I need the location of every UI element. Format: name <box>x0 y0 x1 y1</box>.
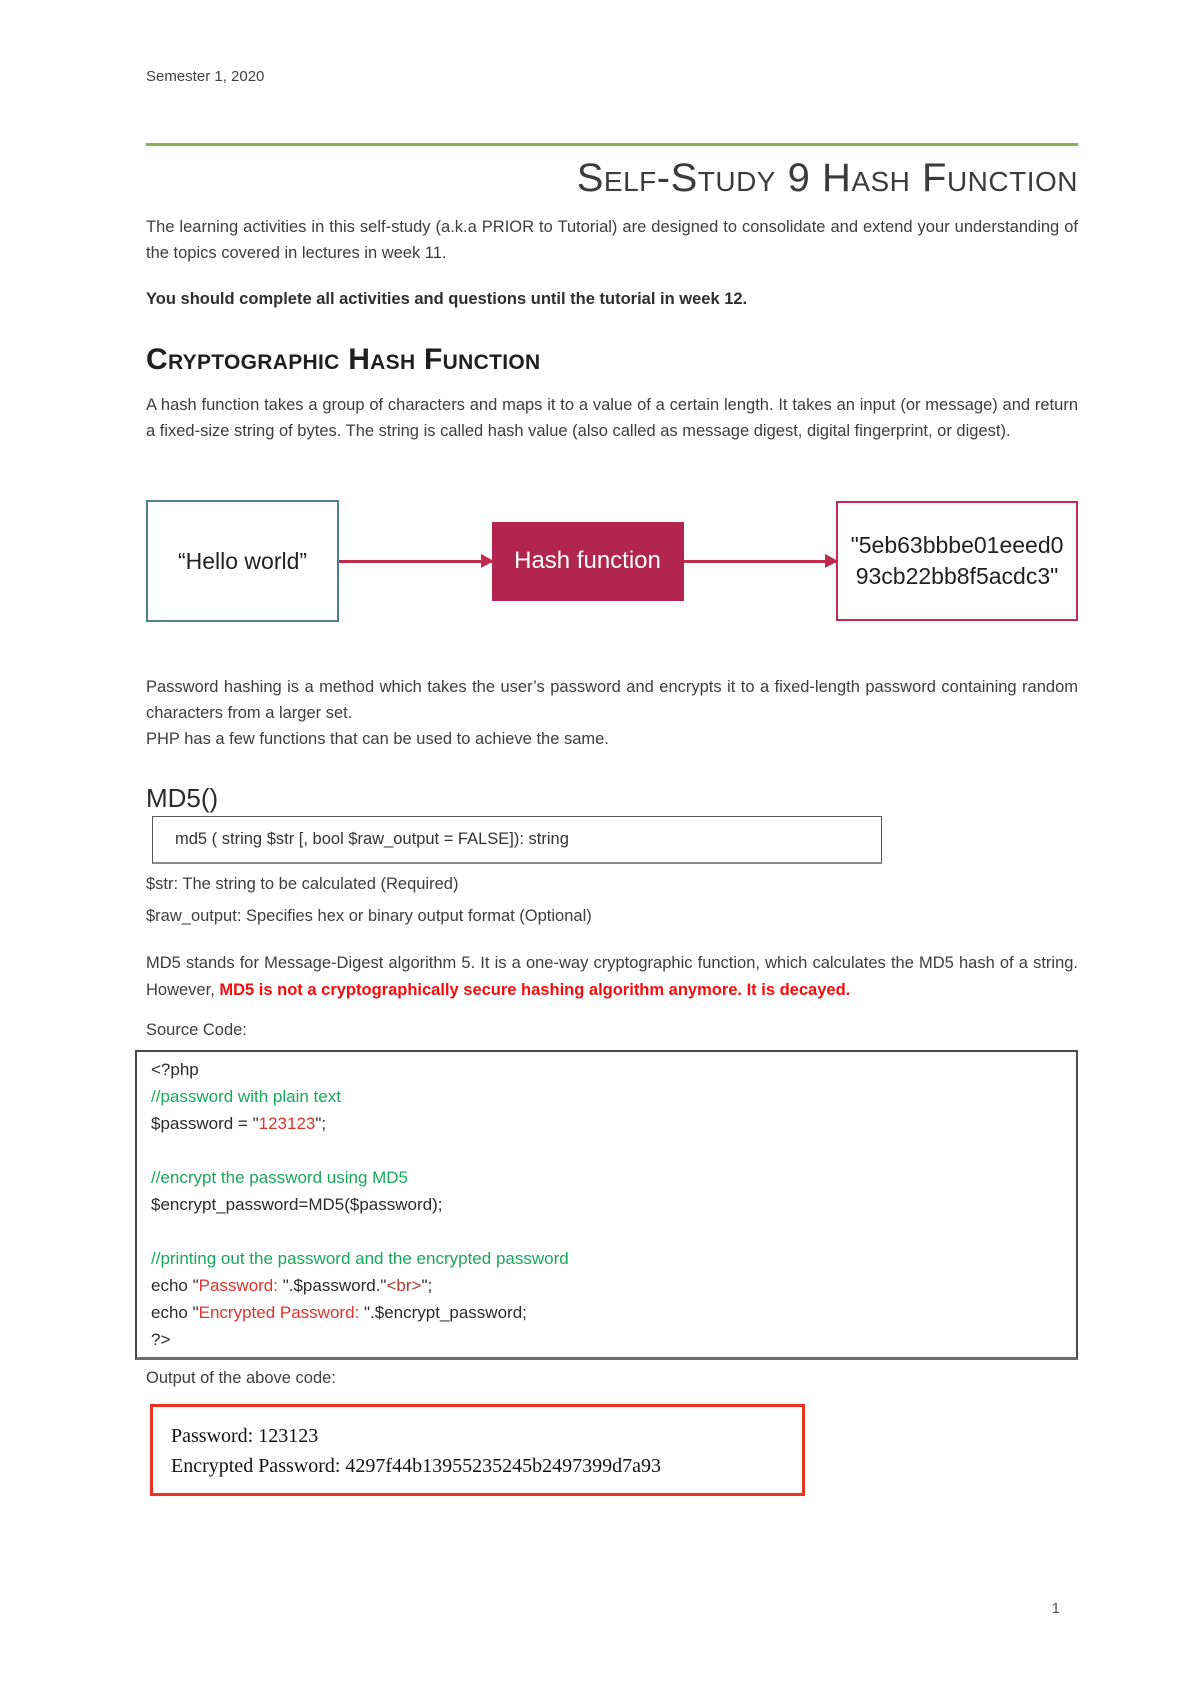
diagram-output-line1: "5eb63bbbe01eeed0 <box>850 532 1064 558</box>
code-segment-comment: //encrypt the password using MD5 <box>151 1168 409 1187</box>
arrow-right-icon <box>684 560 837 563</box>
code-segment-comment: //printing out the password and the encrypted password <box>151 1249 569 1268</box>
php-functions-line: PHP has a few functions that can be used to achieve the same. <box>146 730 609 748</box>
md5-description-normal: MD5 stands for Message-Digest algorithm 5. It is a one-way cryptographic function, which calculates the MD5 hash of a string. However, <box>146 954 1078 999</box>
intro-bold-note: You should complete all activities and questions until the tutorial in week 12. <box>146 290 748 308</box>
diagram-hash-function-box <box>492 522 684 601</box>
code-segment-plain: echo " <box>151 1276 199 1295</box>
code-line <box>151 1191 1062 1218</box>
code-line <box>151 1137 1062 1164</box>
code-segment-string: Password: <box>198 1276 283 1295</box>
diagram-output-line2: 93cb22bb8f5acdc3" <box>855 563 1059 589</box>
md5-signature-box <box>152 816 882 864</box>
page-number: 1 <box>1051 1600 1060 1617</box>
md5-param-str: $str: The string to be calculated (Required) <box>146 875 459 893</box>
password-hashing-paragraph: Password hashing is a method which takes the user’s password and encrypts it to a fixed-length password containing random characters from a larger set. <box>146 678 1078 722</box>
code-line <box>151 1164 1062 1191</box>
php-code <box>151 1056 1062 1353</box>
code-line <box>151 1272 1062 1299</box>
code-line <box>151 1056 1062 1083</box>
code-segment-plain: $encrypt_password=MD5($password); <box>151 1195 443 1214</box>
code-output-box <box>150 1404 805 1496</box>
code-segment-plain: <?php <box>151 1060 199 1079</box>
title-rule <box>146 143 1078 146</box>
arrow-right-icon <box>339 560 492 563</box>
code-segment-plain: "; <box>421 1276 433 1295</box>
code-segment-string: 123123 <box>258 1114 316 1133</box>
code-segment-plain: $password = " <box>151 1114 259 1133</box>
code-line <box>151 1218 1062 1245</box>
code-segment-comment: //password with plain text <box>151 1087 341 1106</box>
section-paragraph: A hash function takes a group of characters and maps it to a value of a certain length. It takes an input (or message) and return a fixed-size string of bytes. The string is called hash value (also called as message digest, digital fingerprint, or digest). <box>146 396 1078 440</box>
php-source-code-box <box>135 1050 1078 1360</box>
code-line <box>151 1245 1062 1272</box>
md5-signature: md5 ( string $str [, bool $raw_output = FALSE]): string <box>175 830 569 848</box>
md5-param-raw-output: $raw_output: Specifies hex or binary output format (Optional) <box>146 907 592 925</box>
diagram-input-box <box>146 500 339 622</box>
diagram-output-box <box>836 501 1078 621</box>
code-segment-plain: ".$password." <box>282 1276 387 1295</box>
code-segment-tag: <br> <box>386 1276 422 1295</box>
section-heading: Cryptographic Hash Function <box>146 343 541 376</box>
md5-warning-text: MD5 is not a cryptographically secure hashing algorithm anymore. It is decayed. <box>219 981 851 999</box>
diagram-process-label: Hash function <box>514 547 661 574</box>
output-password-line: Password: 123123 <box>171 1425 319 1447</box>
output-encrypted-line: Encrypted Password: 4297f44b13955235245b2497399d7a93 <box>171 1455 661 1477</box>
semester-header: Semester 1, 2020 <box>146 68 265 85</box>
output-label: Output of the above code: <box>146 1369 336 1387</box>
page-title: Self-Study 9 Hash Function <box>576 156 1078 200</box>
code-line <box>151 1326 1062 1353</box>
code-segment-string: Encrypted Password: <box>198 1303 364 1322</box>
hash-function-diagram <box>146 500 1078 622</box>
md5-heading: MD5() <box>146 783 219 813</box>
code-line <box>151 1110 1062 1137</box>
source-code-label: Source Code: <box>146 1021 247 1039</box>
diagram-input-label: “Hello world” <box>177 547 308 574</box>
code-segment-plain: ".$encrypt_password; <box>363 1303 527 1322</box>
intro-paragraph: The learning activities in this self-study (a.k.a PRIOR to Tutorial) are designed to consolidate and extend your understanding of the topics covered in lectures in week 11. <box>146 218 1078 262</box>
code-segment-plain: echo " <box>151 1303 199 1322</box>
code-line <box>151 1083 1062 1110</box>
md5-description <box>146 950 1078 1004</box>
code-segment-plain: "; <box>315 1114 327 1133</box>
code-segment-plain: ?> <box>151 1330 171 1349</box>
code-line <box>151 1299 1062 1326</box>
